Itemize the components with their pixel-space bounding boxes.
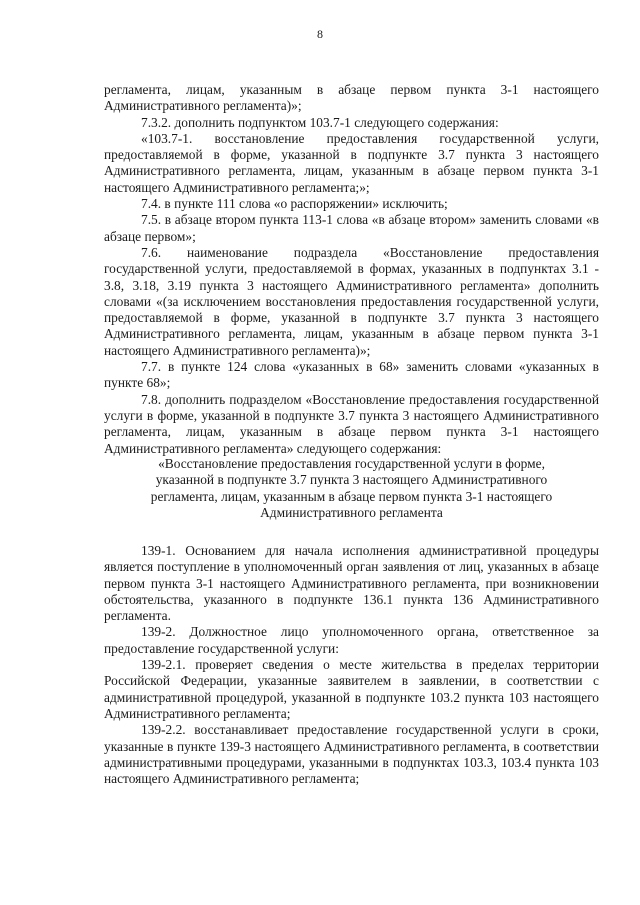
paragraph: 139-1. Основанием для начала исполнения административной процедуры является поступление в уполномоченный орган заявления от лиц, указанных в абзаце первом пункта 3-1 настоящего Административного регламента, при возникновении обстоятельства, указанного в подпункте 136.1 пункта 136 Административного регламента. bbox=[104, 543, 599, 624]
heading-line: указанной в подпункте 3.7 пункта 3 настоящего Административного bbox=[155, 472, 548, 488]
paragraph: 7.8. дополнить подразделом «Восстановление предоставления государственной услуги в форме, указанной в подпункте 3.7 пункта 3 настоящего Административного регламента, лицам, указанным в абзаце первом пункта 3-1 настоящего Административного регламента» следующего содержания: bbox=[104, 391, 599, 456]
paragraph: 7.4. в пункте 111 слова «о распоряжении» исключить; bbox=[141, 196, 448, 212]
heading-line: Административного регламента bbox=[260, 504, 443, 520]
subsection-heading bbox=[104, 456, 599, 521]
paragraph: 7.6. наименование подраздела «Восстановление предоставления государственной услуги, предоставляемой в формах, указанных в подпунктах 3.1 - 3.8, 3.18, 3.19 пункта 3 настоящего Административного регламента» дополнить словами «(за исключением восстановления предоставления государственной услуги, предоставляемой в форме, указанной в подпункте 3.7 пункта 3 настоящего Административного регламента, лицам, указанным в абзаце первом пункта 3-1 настоящего Административного регламента)»; bbox=[104, 244, 599, 358]
paragraph: 139-2.1. проверяет сведения о месте жительства в пределах территории Российской Федерации, указанные заявителем в заявлении, в соответствии с административной процедурой, указанной в подпункте 103.2 пункта 103 настоящего Административного регламента; bbox=[104, 657, 599, 721]
heading-line: «Восстановление предоставления государственной услуги в форме, bbox=[158, 456, 545, 471]
paragraph: 7.3.2. дополнить подпунктом 103.7-1 следующего содержания: bbox=[141, 114, 499, 130]
amendments-section bbox=[104, 82, 599, 457]
new-subsection-body bbox=[104, 543, 599, 787]
paragraph: «103.7-1. восстановление предоставления государственной услуги, предоставляемой в форме, указанной в подпункте 3.7 пункта 3 настоящего Административного регламента, лицам, указанным в абзаце первом пункта 3-1 настоящего Административного регламента;»; bbox=[104, 130, 599, 195]
paragraph: 7.5. в абзаце втором пункта 113-1 слова «в абзаце втором» заменить словами «в абзаце первом»; bbox=[104, 212, 599, 244]
page-number: 8 bbox=[317, 27, 323, 41]
paragraph: 139-2. Должностное лицо уполномоченного органа, ответственное за предоставление государственной услуги: bbox=[104, 624, 599, 656]
paragraph: 139-2.2. восстанавливает предоставление государственной услуги в сроки, указанные в пункте 139-3 настоящего Административного регламента, в соответствии административными процедурами, указанными в подпунктах 103.3, 103.4 пункта 103 настоящего Административного регламента; bbox=[104, 722, 599, 787]
paragraph: регламента, лицам, указанным в абзаце первом пункта 3-1 настоящего Административного регламента)»; bbox=[104, 82, 599, 114]
paragraph: 7.7. в пункте 124 слова «указанных в 68» заменить словами «указанных в пункте 68»; bbox=[104, 359, 599, 391]
heading-line: регламента, лицам, указанным в абзаце первом пункта 3-1 настоящего bbox=[150, 488, 553, 504]
